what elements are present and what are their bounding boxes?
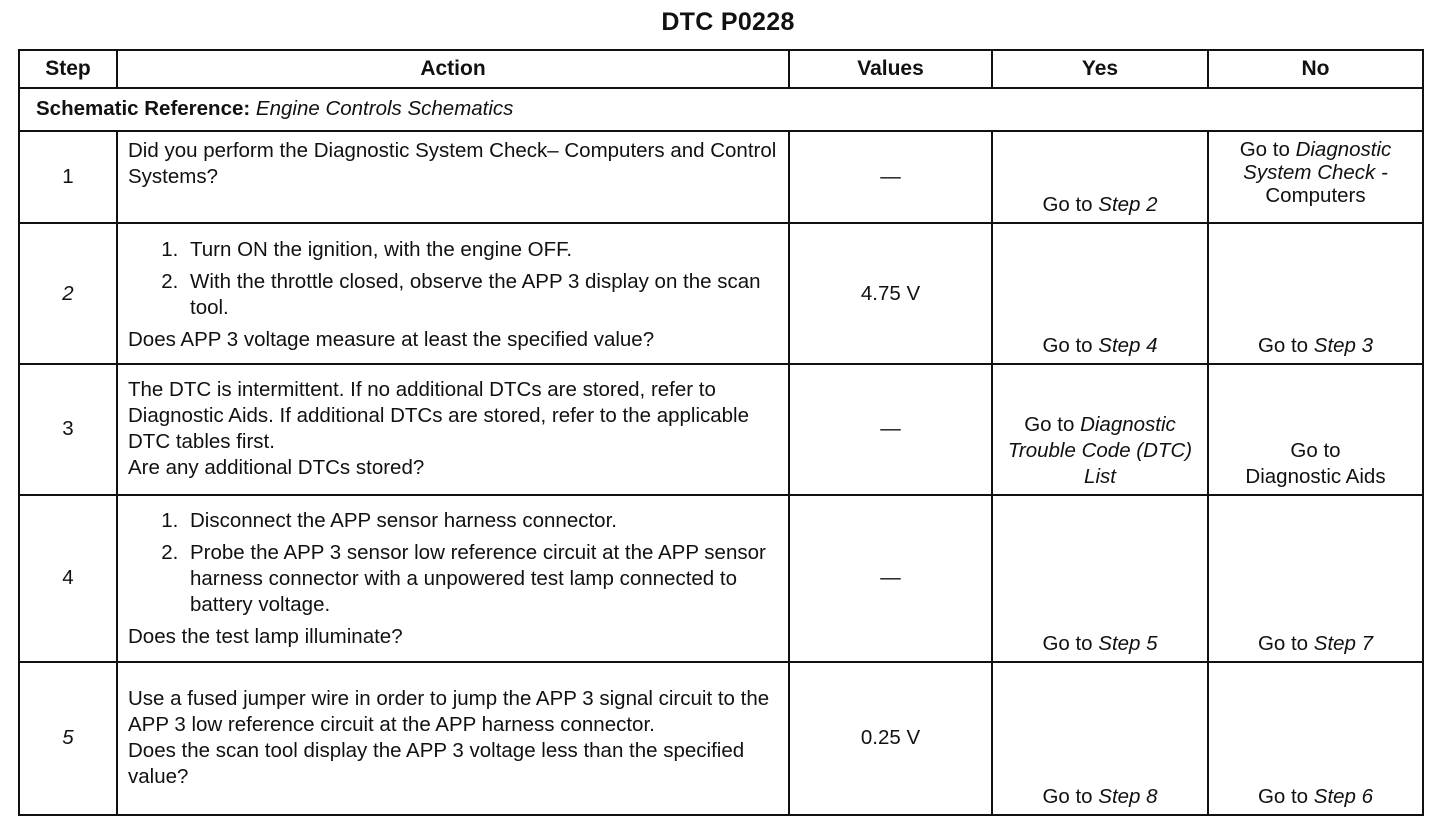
- yes-cell: [992, 364, 1208, 495]
- schematic-row: [19, 88, 1423, 130]
- step-number: 1: [19, 131, 117, 224]
- no-link[interactable]: Step 3: [1313, 334, 1374, 358]
- yes-prefix: Go to: [1042, 193, 1099, 217]
- no-link[interactable]: Diagnostic Aids: [1245, 464, 1386, 488]
- no-prefix: Go to: [1257, 631, 1314, 655]
- table-row: [19, 364, 1423, 495]
- no-prefix: Go to: [1257, 785, 1314, 808]
- no-prefix: Go to: [1257, 334, 1314, 358]
- yes-link[interactable]: Step 2: [1098, 193, 1158, 217]
- list-item: 1. Turn ON the ignition, with the engine OFF.: [184, 237, 778, 263]
- dtc-table: [18, 49, 1424, 816]
- header-values: Values: [789, 50, 992, 88]
- list-item: 1. Disconnect the APP sensor harness connector.: [184, 508, 778, 534]
- action-question: Are any additional DTCs stored?: [128, 456, 425, 480]
- value-cell: —: [789, 495, 992, 662]
- yes-cell: [992, 223, 1208, 364]
- yes-link[interactable]: Diagnostic Trouble Code (DTC) List: [1007, 412, 1193, 488]
- yes-prefix: Go to: [1042, 631, 1099, 655]
- no-cell: [1208, 495, 1423, 662]
- action-cell: [117, 223, 789, 364]
- action-cell: [117, 131, 789, 224]
- action-cell: [117, 364, 789, 495]
- yes-prefix: Go to: [1042, 785, 1099, 808]
- step-number: 2: [19, 223, 117, 364]
- schematic-label: Schematic Reference:: [36, 97, 251, 121]
- header-row: [19, 50, 1423, 88]
- action-text: Did you perform the Diagnostic System Check– Computers and Control Systems?: [128, 138, 777, 188]
- header-step: Step: [19, 50, 117, 88]
- action-cell: [117, 495, 789, 662]
- table-row: [19, 131, 1423, 224]
- yes-prefix: Go to: [1024, 412, 1081, 436]
- no-link[interactable]: Step 6: [1313, 785, 1374, 808]
- action-steps-list: [128, 508, 778, 618]
- action-cell: [117, 662, 789, 815]
- value-cell: 4.75 V: [789, 223, 992, 364]
- header-action: Action: [117, 50, 789, 88]
- header-no: No: [1208, 50, 1423, 88]
- action-steps-list: [128, 237, 778, 321]
- yes-link[interactable]: Step 5: [1098, 631, 1158, 655]
- value-cell: —: [789, 364, 992, 495]
- schematic-link[interactable]: Engine Controls Schematics: [255, 97, 514, 121]
- value-cell: —: [789, 131, 992, 224]
- table-row: [19, 223, 1423, 364]
- header-yes: Yes: [992, 50, 1208, 88]
- list-item: 2. With the throttle closed, observe the APP 3 display on the scan tool.: [184, 269, 778, 321]
- action-text: Use a fused jumper wire in order to jump the APP 3 signal circuit to the APP 3 low reference circuit at the APP harness connector.: [128, 687, 770, 737]
- table-row: [19, 662, 1423, 815]
- yes-link[interactable]: Step 4: [1098, 334, 1158, 358]
- no-cell: [1208, 662, 1423, 815]
- action-question: Does the test lamp illuminate?: [128, 625, 403, 649]
- action-question: Does APP 3 voltage measure at least the specified value?: [128, 327, 655, 351]
- yes-prefix: Go to: [1042, 334, 1099, 358]
- step-number: 3: [19, 364, 117, 495]
- no-link[interactable]: Step 7: [1313, 631, 1374, 655]
- no-cell: [1208, 223, 1423, 364]
- no-suffix: Computers: [1265, 183, 1366, 207]
- no-cell: [1208, 364, 1423, 495]
- yes-cell: [992, 131, 1208, 224]
- schematic-reference: [19, 88, 1423, 130]
- yes-cell: [992, 662, 1208, 815]
- no-prefix: Go to: [1239, 137, 1296, 161]
- no-cell: [1208, 131, 1423, 224]
- value-cell: 0.25 V: [789, 662, 992, 815]
- action-question: Does the scan tool display the APP 3 voltage less than the specified value?: [128, 739, 745, 789]
- step-number: 5: [19, 662, 117, 815]
- action-text: The DTC is intermittent. If no additional DTCs are stored, refer to Diagnostic Aids. If additional DTCs are stored, refer to the applicable DTC tables first.: [128, 378, 750, 454]
- page-title: DTC P0228: [661, 8, 795, 36]
- list-item: 2. Probe the APP 3 sensor low reference circuit at the APP sensor harness connector with a unpowered test lamp connected to battery voltage.: [184, 540, 778, 618]
- table-row: [19, 495, 1423, 662]
- no-link[interactable]: Diagnostic System Check -: [1243, 137, 1392, 184]
- step-number: 4: [19, 495, 117, 662]
- yes-cell: [992, 495, 1208, 662]
- yes-link[interactable]: Step 8: [1098, 785, 1158, 808]
- no-prefix: Go to: [1290, 438, 1341, 462]
